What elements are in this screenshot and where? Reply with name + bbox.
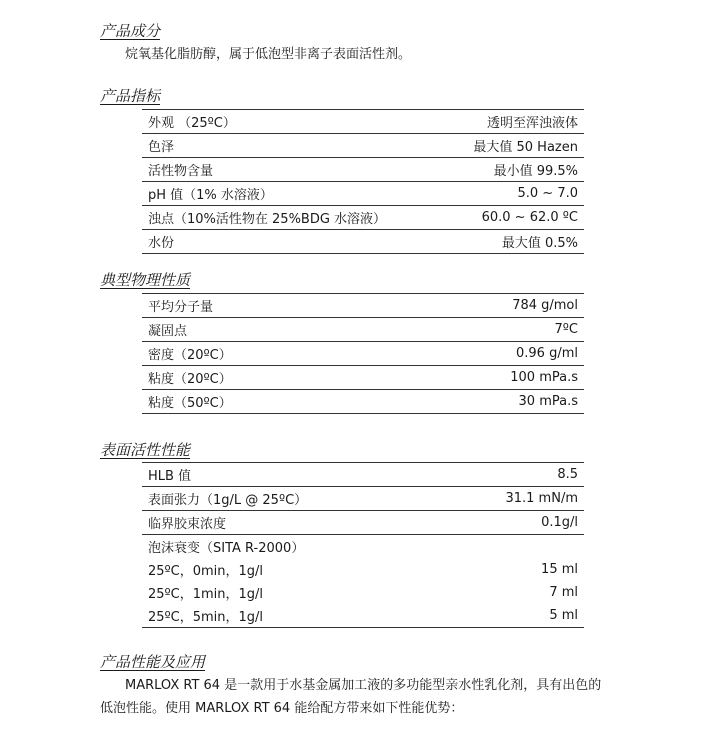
table-row xyxy=(142,535,584,559)
property-value: 0.96 g/ml xyxy=(516,346,578,361)
surface-label: 临界胶束浓度 xyxy=(148,517,227,532)
table-row xyxy=(142,390,584,414)
property-value: 30 mPa.s xyxy=(518,394,578,409)
surface-label: 泡沫衰变（SITA R-2000） xyxy=(148,541,305,556)
table-row xyxy=(142,134,584,158)
table-row xyxy=(142,581,584,604)
property-label: 密度（20ºC） xyxy=(148,348,232,363)
surface-value: 31.1 mN/m xyxy=(505,491,578,506)
table-row xyxy=(142,558,584,581)
physical-table xyxy=(142,293,584,414)
property-label: 粘度（20ºC） xyxy=(148,372,232,387)
spec-label: 色泽 xyxy=(148,140,175,155)
application-text-line-2: 低泡性能。使用 MARLOX RT 64 能给配方带来如下性能优势： xyxy=(100,701,464,716)
table-row xyxy=(142,318,584,342)
property-label: 粘度（50ºC） xyxy=(148,396,232,411)
spec-label: 外观 （25ºC） xyxy=(148,116,236,131)
surface-table xyxy=(142,462,584,628)
surface-value: 0.1g/l xyxy=(541,515,578,530)
table-row xyxy=(142,110,584,134)
spec-value: 最大值 0.5% xyxy=(501,236,578,251)
property-value: 7ºC xyxy=(554,322,578,337)
surface-label: 表面张力（1g/L @ 25ºC） xyxy=(148,493,308,508)
application-text-line-1: MARLOX RT 64 是一款用于水基金属加工液的多功能型亲水性乳化剂，具有出色的 xyxy=(125,678,602,693)
foam-value: 7 ml xyxy=(549,585,578,600)
table-row xyxy=(142,182,584,206)
composition-text: 烷氧基化脂肪醇，属于低泡型非离子表面活性剂。 xyxy=(125,47,412,62)
foam-value: 15 ml xyxy=(541,562,578,577)
table-row xyxy=(142,604,584,628)
spec-label: 浊点（10%活性物在 25%BDG 水溶液） xyxy=(148,212,387,227)
foam-label: 25ºC，1min，1g/l xyxy=(148,587,264,602)
specifications-heading: 产品指标 xyxy=(100,87,161,105)
surface-heading: 表面活性性能 xyxy=(100,441,191,459)
spec-value: 60.0 ~ 62.0 ºC xyxy=(481,210,578,225)
spec-label: pH 值（1% 水溶液） xyxy=(148,188,273,203)
foam-value: 5 ml xyxy=(549,608,578,623)
spec-value: 透明至浑浊液体 xyxy=(486,116,578,131)
property-label: 平均分子量 xyxy=(148,300,214,315)
property-value: 100 mPa.s xyxy=(510,370,578,385)
surface-value: 8.5 xyxy=(557,467,578,482)
foam-label: 25ºC，5min，1g/l xyxy=(148,610,264,625)
property-label: 凝固点 xyxy=(148,324,188,339)
table-row xyxy=(142,366,584,390)
surface-label: HLB 值 xyxy=(148,469,192,484)
spec-value: 5.0 ~ 7.0 xyxy=(517,186,578,201)
spec-value: 最大值 50 Hazen xyxy=(473,140,578,155)
specifications-table xyxy=(142,109,584,254)
physical-heading: 典型物理性质 xyxy=(100,271,191,289)
application-heading: 产品性能及应用 xyxy=(100,653,206,671)
foam-label: 25ºC，0min，1g/l xyxy=(148,564,264,579)
spec-label: 水份 xyxy=(148,236,175,251)
table-row xyxy=(142,158,584,182)
table-row xyxy=(142,230,584,254)
table-row xyxy=(142,463,584,487)
surface-value xyxy=(438,535,584,559)
spec-label: 活性物含量 xyxy=(148,164,214,179)
table-row xyxy=(142,487,584,511)
spec-value: 最小值 99.5% xyxy=(493,164,578,179)
table-row xyxy=(142,294,584,318)
property-value: 784 g/mol xyxy=(512,298,578,313)
table-row xyxy=(142,342,584,366)
table-row xyxy=(142,206,584,230)
table-row xyxy=(142,511,584,535)
composition-heading: 产品成分 xyxy=(100,22,161,40)
